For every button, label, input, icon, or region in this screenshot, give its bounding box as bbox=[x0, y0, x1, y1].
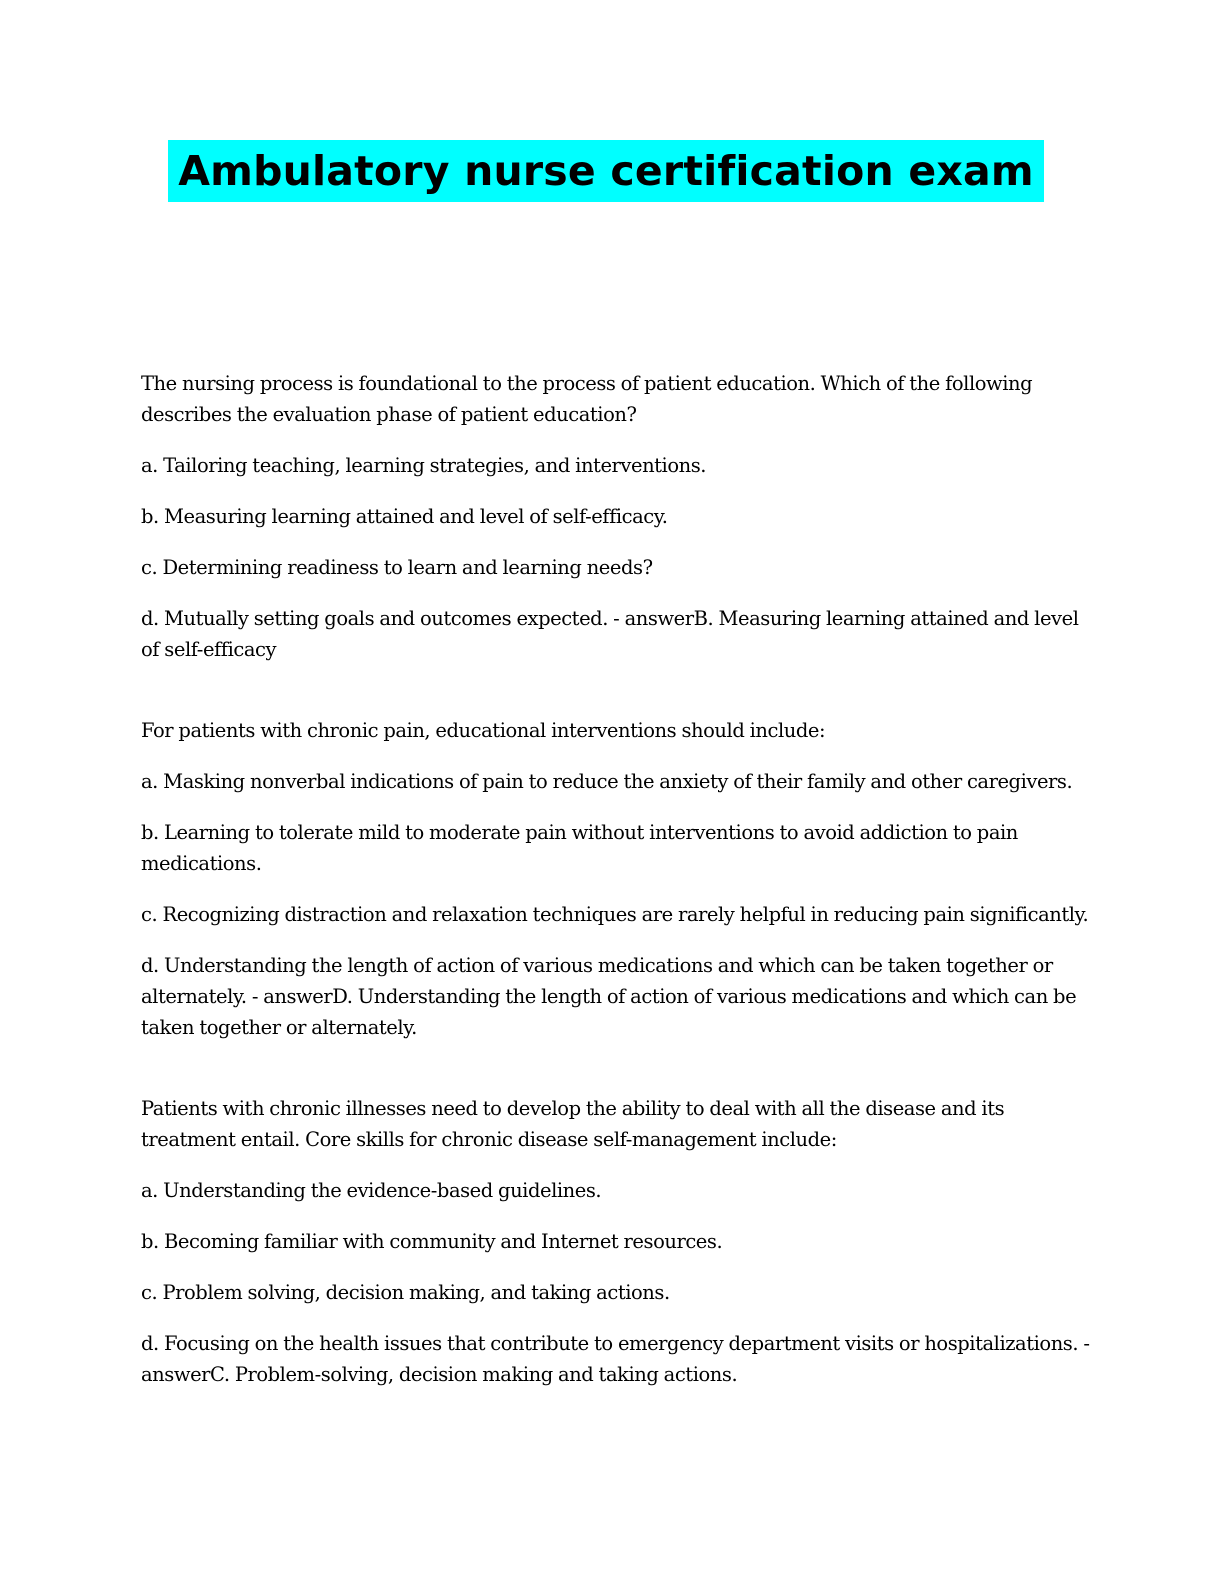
question-3-option-c: c. Problem solving, decision making, and taking actions. bbox=[141, 1281, 670, 1304]
question-1 bbox=[141, 368, 1091, 665]
question-2-stem: For patients with chronic pain, educational interventions should include: bbox=[141, 719, 826, 742]
document-title: Ambulatory nurse certification exam bbox=[168, 140, 1044, 202]
question-2-option-c: c. Recognizing distraction and relaxation techniques are rarely helpful in reducing pain significantly. bbox=[141, 903, 1089, 926]
question-3-option-a: a. Understanding the evidence-based guidelines. bbox=[141, 1179, 602, 1202]
question-3 bbox=[141, 1093, 1091, 1390]
question-2 bbox=[141, 715, 1091, 1043]
question-1-option-c: c. Determining readiness to learn and learning needs? bbox=[141, 556, 653, 579]
question-3-option-d-answer: d. Focusing on the health issues that contribute to emergency department visits or hospitalizations. - answerC. Problem-solving, decision making and taking actions. bbox=[141, 1332, 1090, 1386]
question-2-option-a: a. Masking nonverbal indications of pain to reduce the anxiety of their family and other caregivers. bbox=[141, 770, 1073, 793]
question-1-option-d-answer: d. Mutually setting goals and outcomes expected. - answerB. Measuring learning attained and level of self-efficacy bbox=[141, 607, 1079, 661]
document-content bbox=[141, 368, 1091, 1390]
question-3-stem: Patients with chronic illnesses need to develop the ability to deal with all the disease and its treatment entail. Core skills for chronic disease self-management include: bbox=[141, 1097, 1005, 1151]
question-2-option-b: b. Learning to tolerate mild to moderate pain without interventions to avoid addiction to pain medications. bbox=[141, 821, 1018, 875]
question-1-stem: The nursing process is foundational to the process of patient education. Which of the following describes the evaluation phase of patient education? bbox=[141, 372, 1033, 426]
question-2-option-d-answer: d. Understanding the length of action of various medications and which can be taken together or alternately. - answerD. Understanding the length of action of various medications and which can be taken together or alternately. bbox=[141, 954, 1077, 1039]
question-3-option-b: b. Becoming familiar with community and Internet resources. bbox=[141, 1230, 723, 1253]
question-1-option-a: a. Tailoring teaching, learning strategies, and interventions. bbox=[141, 454, 707, 477]
question-1-option-b: b. Measuring learning attained and level of self-efficacy. bbox=[141, 505, 668, 528]
